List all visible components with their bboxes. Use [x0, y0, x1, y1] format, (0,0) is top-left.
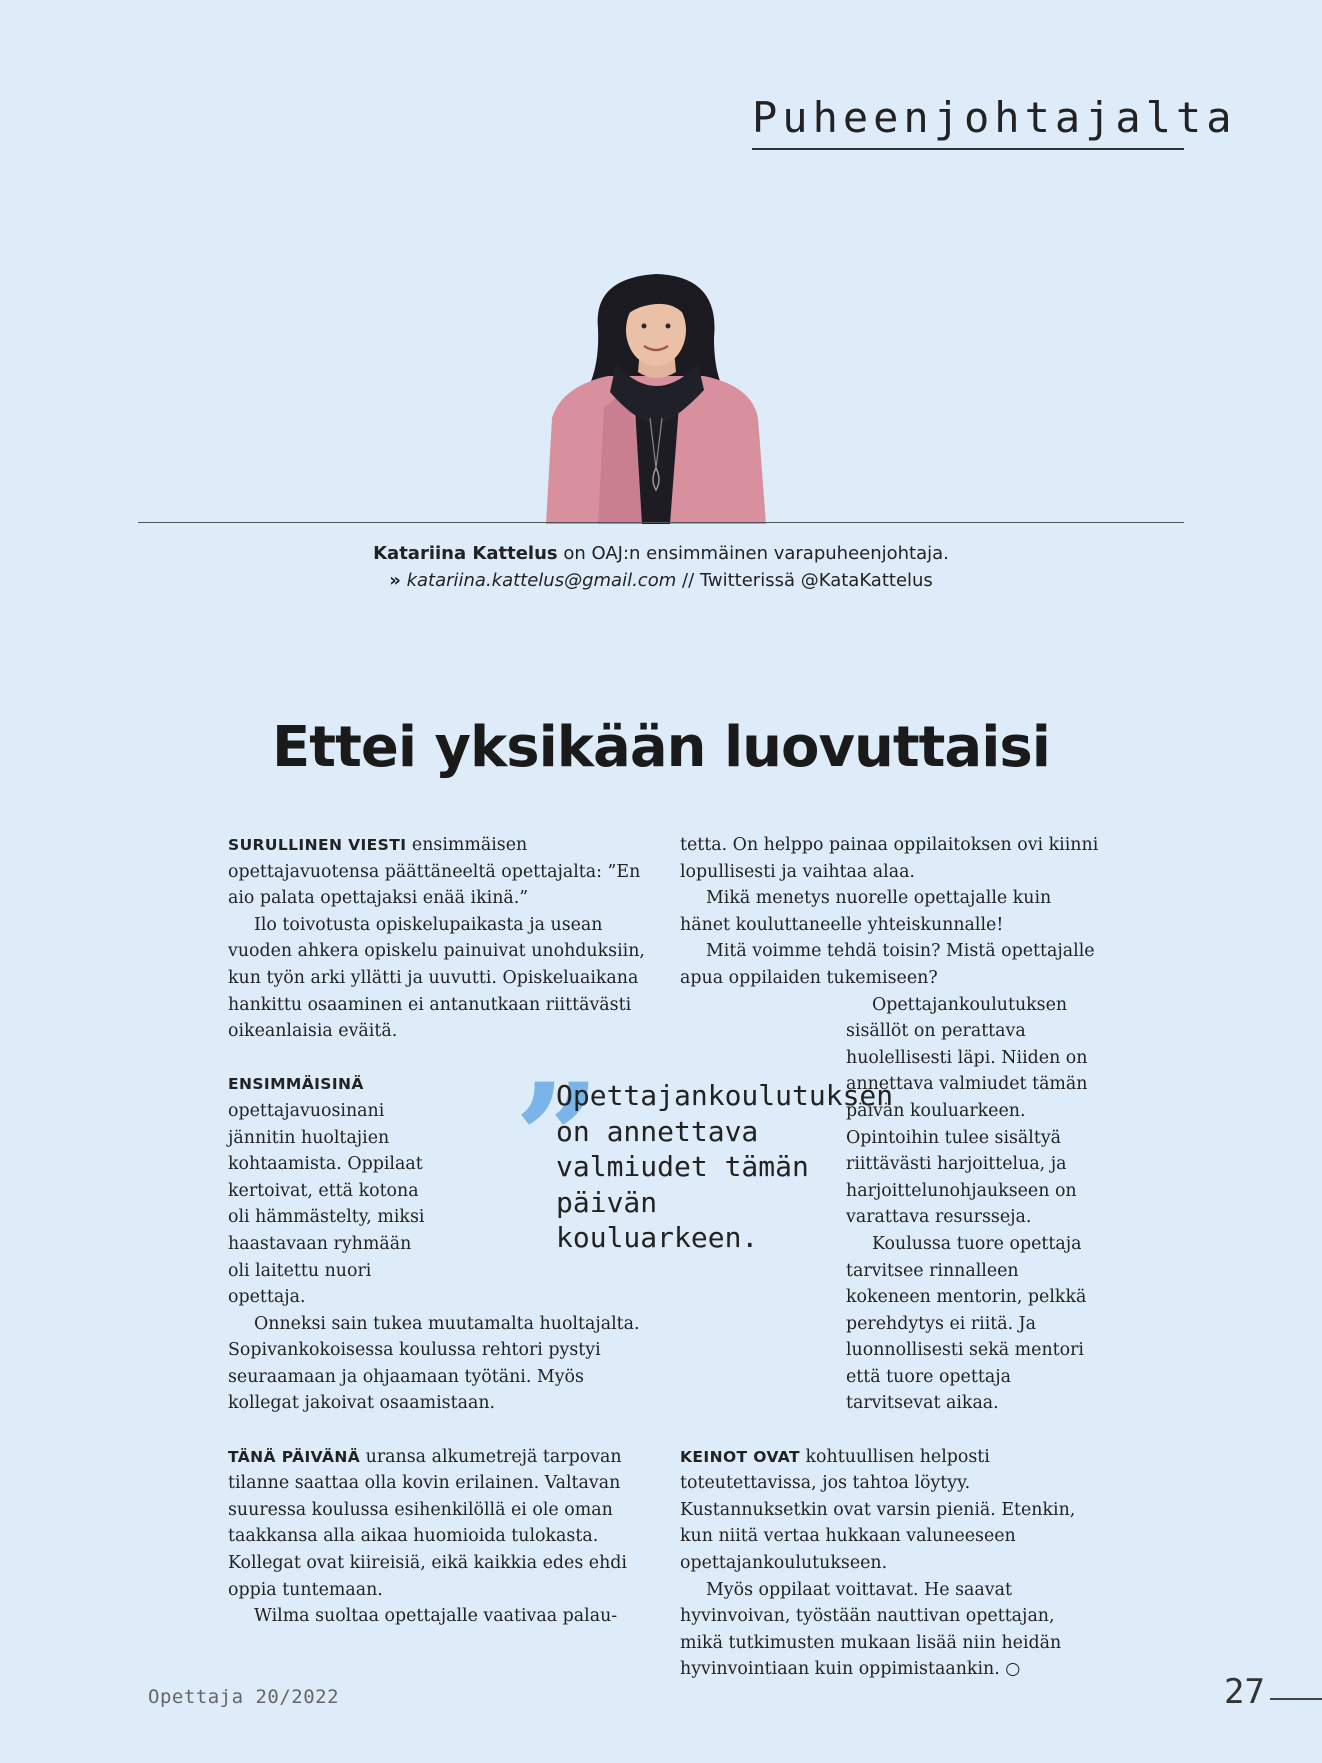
paragraph: Opettajankoulutuksen sisällöt on perattava huolellisesti läpi. Niiden on annettava valmiudet tämän päivän kouluarkeen. Opintoihin tulee sisältyä riittävästi harjoittelua, ja harjoittelunohjaukseen on varattava resursseja. — [846, 994, 1088, 1228]
author-portrait — [538, 268, 774, 524]
paragraph-lead: SURULLINEN VIESTI — [228, 836, 407, 854]
contact-prefix: » — [389, 570, 401, 591]
quote-mark-icon: ” — [514, 1051, 573, 1227]
author-name: Katariina Kattelus — [373, 543, 558, 564]
contact-line — [0, 567, 1322, 594]
article-column-2 — [680, 832, 1100, 1683]
paragraph: Mitä voimme tehdä toisin? Mistä opettajalle apua oppilaiden tukemiseen? — [680, 941, 1095, 988]
paragraph: Onneksi sain tukea muutamalta huoltajalta. Sopivankokoisessa koulussa rehtori pystyi seuraamaan ja ohjaamaan työtäni. Myös kollegat jakoivat osaamistaan. — [228, 1313, 640, 1414]
eye-left — [642, 324, 647, 329]
paragraph — [680, 1577, 1100, 1683]
eye-right — [666, 324, 671, 329]
paragraph-text: kohtuullisen helposti toteutettavissa, jos tahtoa löytyy. Kustannuksetkin ovat varsin pieniä. Etenkin, kun niitä vertaa hukkaan valuneeseen opettajankoulutukseen. — [680, 1446, 1076, 1574]
footer-issue: Opettaja 20/2022 — [148, 1686, 340, 1708]
paragraph-text: uransa alkumetrejä tarpovan tilanne saattaa olla kovin erilainen. Valtavan suuressa koulussa esihenkilöllä ei ole oman taakkansa alla aikaa huomioida tulokasta. Kollegat ovat kiireisiä, eikä kaikkia edes ehdi oppia tuntemaan. — [228, 1446, 627, 1600]
article-headline: Ettei yksikään luovuttaisi — [272, 715, 1050, 780]
author-role: on OAJ:n ensimmäinen varapuheenjohtaja. — [563, 543, 949, 564]
paragraph-lead: ENSIMMÄISINÄ — [228, 1075, 364, 1094]
page-number: 27 — [1224, 1672, 1265, 1712]
paragraph-text: ensimmäisen opettajavuotensa päättäneeltä opettajalta: ”En aio palata opettajaksi enää ikinä.” — [228, 835, 641, 909]
section-label: Puheenjohtajalta — [752, 92, 1184, 150]
contact-separator: // — [682, 570, 695, 591]
author-caption — [0, 540, 1322, 594]
pull-quote: Opettajankoulutuksen on annettava valmiudet tämän päivän kouluarkeen. — [556, 1079, 894, 1254]
paragraph-text: opettajavuosinani jännitin huoltajien kohtaamista. Oppilaat kertoivat, että kotona oli hämmästelty, miksi haastavaan ryhmään oli laitettu nuori opettaja. — [228, 1100, 425, 1308]
author-email[interactable]: katariina.kattelus@gmail.com — [406, 570, 677, 591]
paragraph: Mikä menetys nuorelle opettajalle kuin hänet kouluttaneelle yhteiskunnalle! — [680, 888, 1052, 935]
paragraph: tetta. On helppo painaa oppilaitoksen ovi kiinni lopullisesti ja vaihtaa alaa. — [680, 835, 1099, 882]
paragraph: Koulussa tuore opettaja tarvitsee rinnalleen kokeneen mentorin, pelkkä perehdytys ei riitä. Ja luonnollisesti sekä mentori että tuore opettaja tarvitsevat aikaa. — [846, 1233, 1087, 1414]
author-line — [0, 540, 1322, 567]
paragraph-lead: TÄNÄ PÄIVÄNÄ — [228, 1447, 361, 1466]
footer-rule — [1270, 1698, 1322, 1700]
divider-rule — [138, 522, 1184, 523]
paragraph: Wilma suoltaa opettajalle vaativaa palau- — [254, 1606, 618, 1627]
paragraph-text: Myös oppilaat voittavat. He saavat hyvinvoivan, työstään nauttivan opettajan, mikä tutkimusten mukaan lisää niin heidän hyvinvointiaan kuin oppimistaankin. — [680, 1579, 1062, 1680]
end-mark-icon: ○ — [1005, 1659, 1021, 1680]
author-twitter: Twitterissä @KataKattelus — [699, 570, 933, 591]
paragraph — [228, 1444, 648, 1604]
paragraph — [680, 1444, 1100, 1577]
paragraph — [228, 832, 648, 912]
paragraph: Ilo toivotusta opiskelupaikasta ja usean vuoden ahkera opiskelu painuivat unohduksiin, kun työn arki yllätti ja uuvutti. Opiskeluaikana hankittu osaaminen ei antanutkaan riittävästi oikeanlaisia eväitä. — [228, 914, 645, 1042]
paragraph-lead: KEINOT OVAT — [680, 1447, 800, 1466]
